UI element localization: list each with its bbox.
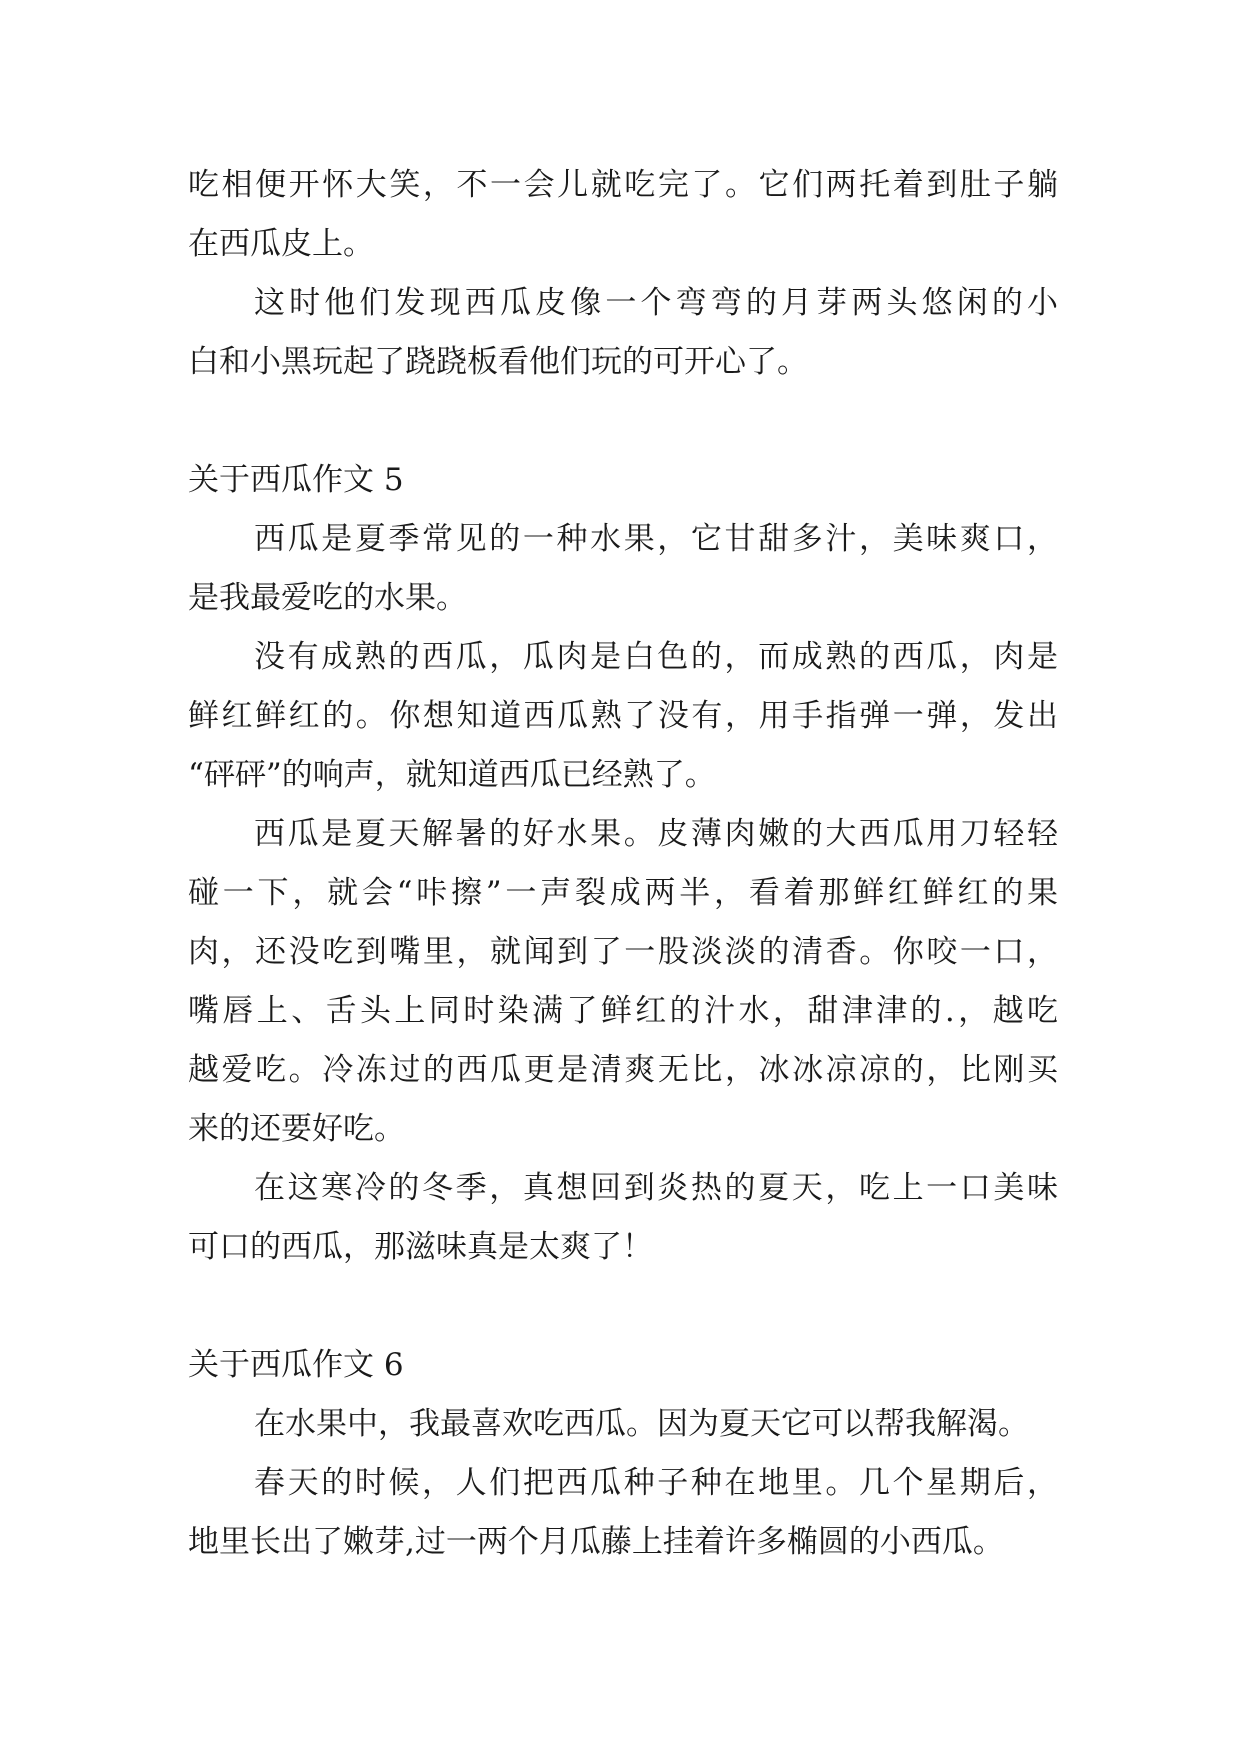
paragraph: [188, 510, 1058, 628]
text-line: 西瓜是夏天解暑的好水果。皮薄肉嫩的大西瓜用刀轻轻: [254, 816, 1058, 852]
text-line: 白和小黑玩起了跷跷板看他们玩的可开心了。: [188, 344, 808, 380]
text-line: 鲜红鲜红的。你想知道西瓜熟了没有，用手指弹一弹，发出: [188, 698, 1058, 734]
paragraph: [188, 1454, 1058, 1572]
document-body: [188, 156, 1058, 1572]
text-line: 肉，还没吃到嘴里，就闻到了一股淡淡的清香。你咬一口，: [188, 934, 1058, 970]
text-line: 越爱吃。冷冻过的西瓜更是清爽无比，冰冰凉凉的，比刚买: [188, 1052, 1058, 1088]
text-line: 是我最爱吃的水果。: [188, 580, 467, 616]
section-heading: 关于西瓜作文 6: [188, 1347, 404, 1383]
text-line: 吃相便开怀大笑，不一会儿就吃完了。它们两托着到肚子躺: [188, 167, 1058, 203]
paragraph: [188, 628, 1058, 805]
text-line: 西瓜是夏季常见的一种水果，它甘甜多汁，美味爽口，: [254, 521, 1058, 557]
text-line: 可口的西瓜，那滋味真是太爽了！: [188, 1229, 653, 1265]
text-line: 春天的时候，人们把西瓜种子种在地里。几个星期后，: [254, 1465, 1058, 1501]
paragraph: [188, 274, 1058, 392]
paragraph: [188, 1395, 1058, 1454]
text-line: 嘴唇上、舌头上同时染满了鲜红的汁水，甜津津的.，越吃: [188, 993, 1058, 1029]
text-line: 碰一下，就会“咔擦”一声裂成两半，看着那鲜红鲜红的果: [188, 875, 1058, 911]
text-line: “砰砰”的响声，就知道西瓜已经熟了。: [188, 757, 716, 793]
text-line: 这时他们发现西瓜皮像一个弯弯的月芽两头悠闲的小: [254, 285, 1058, 321]
text-line: 在这寒冷的冬季，真想回到炎热的夏天，吃上一口美味: [254, 1170, 1058, 1206]
paragraph: [188, 156, 1058, 274]
paragraph: [188, 1159, 1058, 1277]
text-line: 在水果中，我最喜欢吃西瓜。因为夏天它可以帮我解渴。: [254, 1406, 1029, 1442]
paragraph: [188, 805, 1058, 1159]
text-line: 地里长出了嫩芽,过一两个月瓜藤上挂着许多椭圆的小西瓜。: [188, 1524, 1004, 1560]
text-line: 没有成熟的西瓜，瓜肉是白色的，而成熟的西瓜，肉是: [254, 639, 1058, 675]
section-heading: 关于西瓜作文 5: [188, 462, 404, 498]
text-line: 在西瓜皮上。: [188, 226, 374, 262]
text-line: 来的还要好吃。: [188, 1111, 405, 1147]
paragraph-spacer: [188, 392, 1058, 451]
paragraph-spacer: [188, 1277, 1058, 1336]
